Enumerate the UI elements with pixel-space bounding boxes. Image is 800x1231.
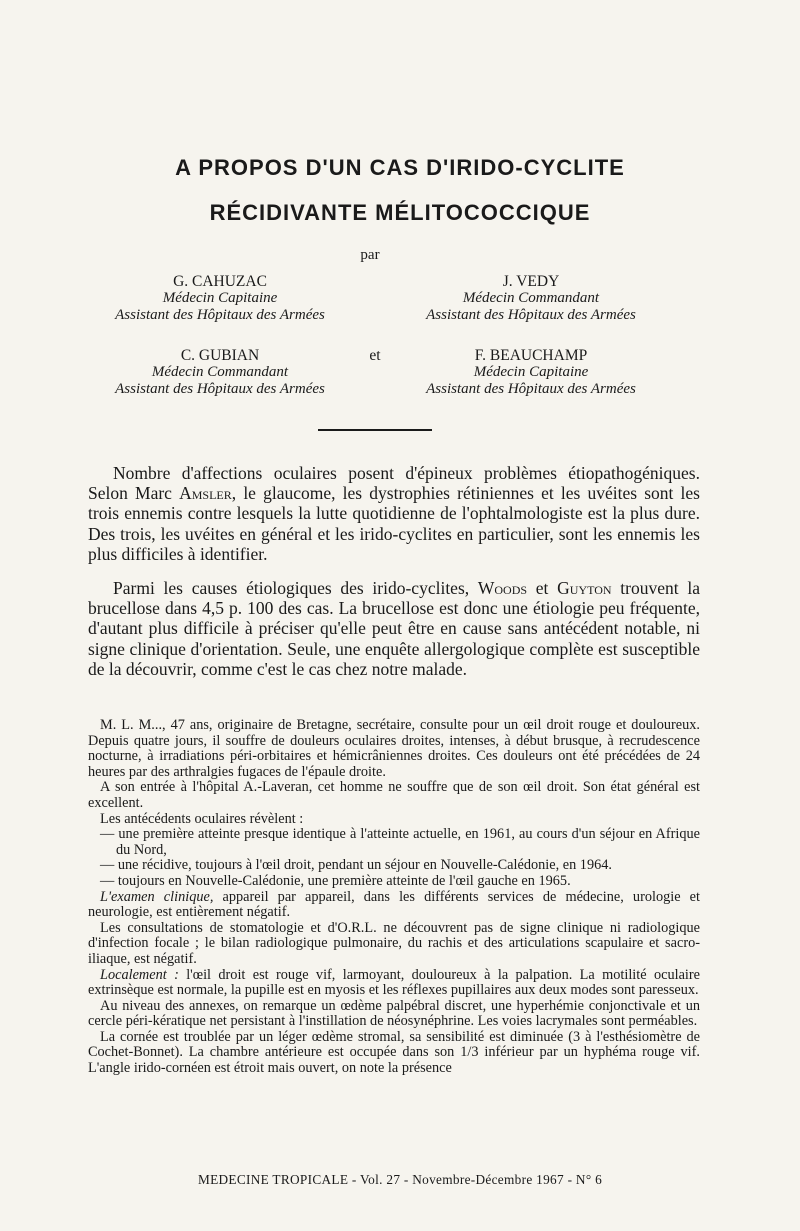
intro-text: Nombre d'affections oculaires posent d'épineux problèmes étiopathogéniques. Selon Marc [88, 463, 700, 504]
author-name: J. VEDY [502, 273, 560, 290]
author-position: Assistant des Hôpitaux des Armées [426, 307, 636, 323]
case-paragraph: M. L. M..., 47 ans, originaire de Bretagne, secrétaire, consulte pour un œil droit rouge et douloureux. Depuis quatre jours, il souffre de douleurs oculaires droites, intenses, à début brusque, à recrudescence nocturne, à irradiations péri-orbitaires et hémicrâniennes droites. Ces douleurs ont été précédées de 24 heures par des arthralgies fugaces de l'épaule droite. [88, 717, 700, 780]
intro-text: Parmi les causes étiologiques des irido-cyclites, [113, 578, 478, 598]
author-name: G. CAHUZAC [173, 273, 267, 290]
intro-text: , le glaucome, les dystrophies rétiniennes et les uvéites sont les trois ennemis contre lesquels la lutte quotidienne de l'ophtalmologiste est la plus dure. Des trois, les uvéites en général et les irido-cyclites en particulier, sont les ennemis les plus difficiles à identifier. [88, 483, 700, 564]
italic-lead: L'examen clinique, [100, 888, 214, 905]
cited-author-woods: Woods [477, 578, 528, 598]
italic-lead: Localement : [100, 966, 179, 983]
intro-paragraph-1 [88, 463, 700, 564]
antecedents-list [88, 827, 700, 889]
author-position: Assistant des Hôpitaux des Armées [115, 307, 325, 323]
author-rank: Médecin Commandant [151, 364, 289, 380]
list-item: — une récidive, toujours à l'œil droit, pendant un séjour en Nouvelle-Calédonie, en 1964. [88, 858, 700, 874]
cited-author-guyton: Guyton [557, 578, 612, 598]
author-rank: Médecin Commandant [462, 290, 600, 306]
case-paragraph: Au niveau des annexes, on remarque un œdème palpébral discret, une hyperhémie conjonctivale et un cercle péri-kératique net persistant à l'instillation de néosynéphrine. Les voies lacrymales sont perméables. [88, 997, 700, 1030]
byline-par: par [360, 247, 380, 263]
author-rank: Médecin Capitaine [473, 364, 589, 380]
author-rank: Médecin Capitaine [162, 290, 278, 306]
byline-et: et [369, 347, 381, 364]
author-vedy [408, 273, 654, 324]
author-position: Assistant des Hôpitaux des Armées [426, 381, 636, 397]
journal-footer: MEDECINE TROPICALE - Vol. 27 - Novembre-Décembre 1967 - N° 6 [197, 1172, 603, 1187]
case-paragraph: Les antécédents oculaires révèlent : [100, 810, 304, 827]
author-beauchamp [408, 347, 654, 398]
separator-rule [318, 429, 432, 431]
case-report [88, 718, 700, 1077]
intro-text: et [527, 578, 558, 598]
list-item: — toujours en Nouvelle-Calédonie, une première atteinte de l'œil gauche en 1965. [88, 874, 700, 890]
author-cahuzac [95, 273, 345, 324]
intro-text: trouvent la brucellose dans 4,5 p. 100 des cas. La brucellose est donc une étiologie peu fréquente, d'autant plus difficile à préciser qu'elle peut être en cause sans antécédent notable, ni signe clinique d'orientation. Seule, une enquête allergologique complète est susceptible de la découvrir, comme c'est le cas chez notre malade. [88, 578, 700, 679]
author-name: F. BEAUCHAMP [474, 347, 588, 364]
case-paragraph [88, 968, 700, 999]
list-item: — une première atteinte presque identique à l'atteinte actuelle, en 1961, au cours d'un séjour en Afrique du Nord, [88, 827, 700, 858]
intro-paragraph-2 [88, 578, 700, 679]
author-name: C. GUBIAN [180, 347, 260, 364]
cited-author-amsler: Amsler [179, 483, 232, 504]
case-paragraph [88, 890, 700, 921]
article-title-line-1: A PROPOS D'UN CAS D'IRIDO-CYCLITE [175, 155, 625, 180]
case-paragraph: Les consultations de stomatologie et d'O.R.L. ne découvrent pas de signe clinique ni radiologique d'infection focale ; le bilan radiologique pulmonaire, du rachis et des articulations scapulaire et sacro-iliaque, est négatif. [88, 919, 700, 967]
case-text: appareil par appareil, dans les différents services de médecine, urologie et neurologie, est entièrement négatif. [88, 888, 700, 921]
case-paragraph: A son entrée à l'hôpital A.-Laveran, cet homme ne souffre que de son œil droit. Son état général est excellent. [88, 779, 700, 811]
case-paragraph: La cornée est troublée par un léger œdème stromal, sa sensibilité est diminuée (3 à l'esthésiomètre de Cochet-Bonnet). La chambre antérieure est occupée dans son 1/3 inférieur par un hyphéma rouge vif. L'angle irido-cornéen est étroit mais ouvert, on note la présence [88, 1028, 700, 1077]
case-text: l'œil droit est rouge vif, larmoyant, douloureux à la palpation. La motilité oculaire extrinsèque est normale, la pupille est en myosis et les réflexes pupillaires aux deux modes sont paresseux. [88, 966, 700, 999]
article-title-line-2: RÉCIDIVANTE MÉLITOCOCCIQUE [209, 200, 591, 225]
author-gubian [95, 347, 345, 398]
author-position: Assistant des Hôpitaux des Armées [115, 381, 325, 397]
